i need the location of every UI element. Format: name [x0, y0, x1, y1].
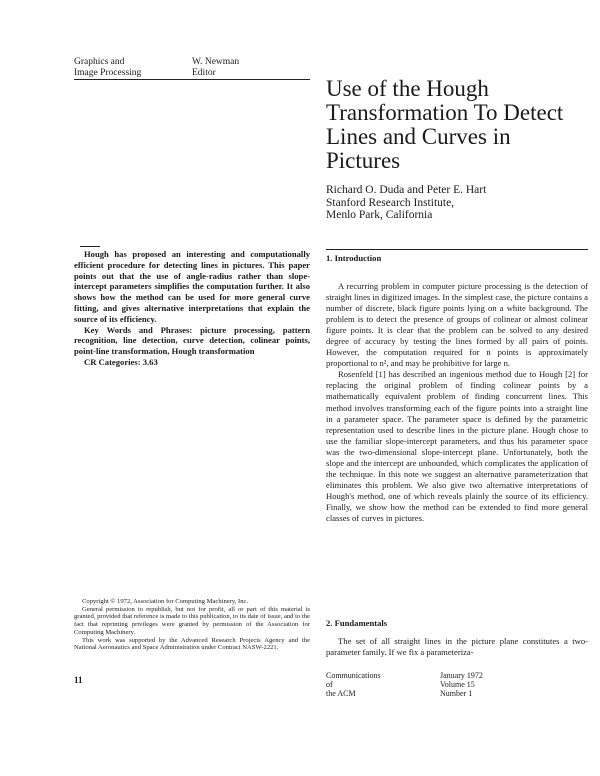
- journal-line-1: Graphics and: [74, 57, 125, 67]
- section-2-heading: 2. Fundamentals: [326, 618, 388, 628]
- editor-name: W. Newman: [192, 57, 240, 67]
- footnote-permission: General permission to republish, but not for profit, all or part of this material is granted, provided that reference is made to this publication, to its date of issue, and to the fact that reprinting privileges were granted by permission of the Association for Computing Machinery.: [74, 605, 310, 636]
- author-names: Richard O. Duda and Peter E. Hart: [326, 184, 487, 196]
- header-rule: [74, 79, 310, 80]
- journal-line-2: Image Processing: [74, 68, 142, 78]
- abstract-rule: [80, 246, 100, 247]
- paper-title: Use of the Hough Transformation To Detect Lines and Curves in Pictures: [326, 76, 564, 173]
- section-rule: [326, 249, 588, 250]
- footer-journal-line-3: the ACM: [326, 689, 356, 698]
- footer-issue-line-1: January 1972: [440, 671, 483, 680]
- cr-categories: CR Categories: 3.63: [84, 356, 158, 367]
- author-location: Menlo Park, California: [326, 209, 433, 221]
- keywords: [74, 325, 310, 357]
- section-1-paragraph-1: A recurring problem in computer picture processing is the detection of straight lines in digitized images. In the simplest case, the picture contains a number of discrete, black figure points lying on a white background. The problem is to detect the presence of groups of colinear or almost colinear figure points. It is clear that the problem can be solved to any desired degree of accuracy by testing the lines formed by all pairs of points. However, the computation required for n points is approximately proportional to n², and may be prohibitive for large n.: [326, 281, 588, 369]
- abstract-text: Hough has proposed an interesting and computationally efficient procedure for detecting lines in pictures. This paper points out that the use of angle-radius rather than slope-intercept parameters simplifies the computation further. It also shows how the method can be used for more general curve fitting, and gives alternative interpretations that explain the source of its efficiency.: [74, 249, 310, 324]
- footer-issue-line-2: Volume 15: [440, 680, 475, 689]
- footnote: [74, 598, 310, 652]
- footer-journal-line-1: Communications: [326, 671, 381, 680]
- keywords-label: Key Words and Phrases:: [84, 324, 193, 335]
- editor-role: Editor: [192, 68, 216, 78]
- footer-issue-line-3: Number 1: [440, 689, 473, 698]
- footnote-support: This work was supported by the Advanced Research Projects Agency and the National Aeronautics and Space Administration under Contract NASW-2221.: [74, 636, 310, 652]
- author-block: [326, 184, 588, 222]
- section-1-body: [326, 281, 588, 524]
- journal-section-label: [74, 57, 141, 79]
- editor-label: [192, 57, 239, 79]
- abstract: [74, 249, 310, 368]
- author-institution: Stanford Research Institute,: [326, 196, 455, 209]
- footer-journal-line-2: of: [326, 680, 333, 689]
- section-1-heading: 1. Introduction: [326, 253, 382, 263]
- section-2-paragraph-1: The set of all straight lines in the picture plane constitutes a two-parameter family. If we fix a parameteriza-: [326, 636, 588, 658]
- page-number: 11: [74, 675, 83, 685]
- section-1-paragraph-2: Rosenfeld [1] has described an ingenious method due to Hough [2] for replacing the original problem of finding colinear points by a mathematically equivalent problem of finding concurrent lines. This method involves transforming each of the figure points into a straight line in a parameter space. The parameter space is defined by the parametric representation used to describe lines in the picture plane. Hough chose to use the familiar slope-intercept parameters, and thus his parameter space was the two-dimensional slope-intercept plane. Unfortunately, both the slope and the intercept are unbounded, which complicates the application of the technique. In this note we suggest an alternative parameterization that eliminates this problem. We also give two alternative interpretations of Hough's method, one of which reveals plainly the source of its efficiency. Finally, we show how the method can be extended to find more general classes of curves in pictures.: [326, 369, 588, 523]
- footer-issue: [440, 671, 483, 698]
- section-2-body: [326, 636, 588, 658]
- keywords-text: picture processing, pattern recognition, line detection, curve detection, colinear points, point-line transformation, Hough transformation: [74, 324, 310, 357]
- footer-journal: [326, 671, 381, 698]
- footnote-copyright: Copyright © 1972, Association for Computing Machinery, Inc.: [82, 598, 249, 605]
